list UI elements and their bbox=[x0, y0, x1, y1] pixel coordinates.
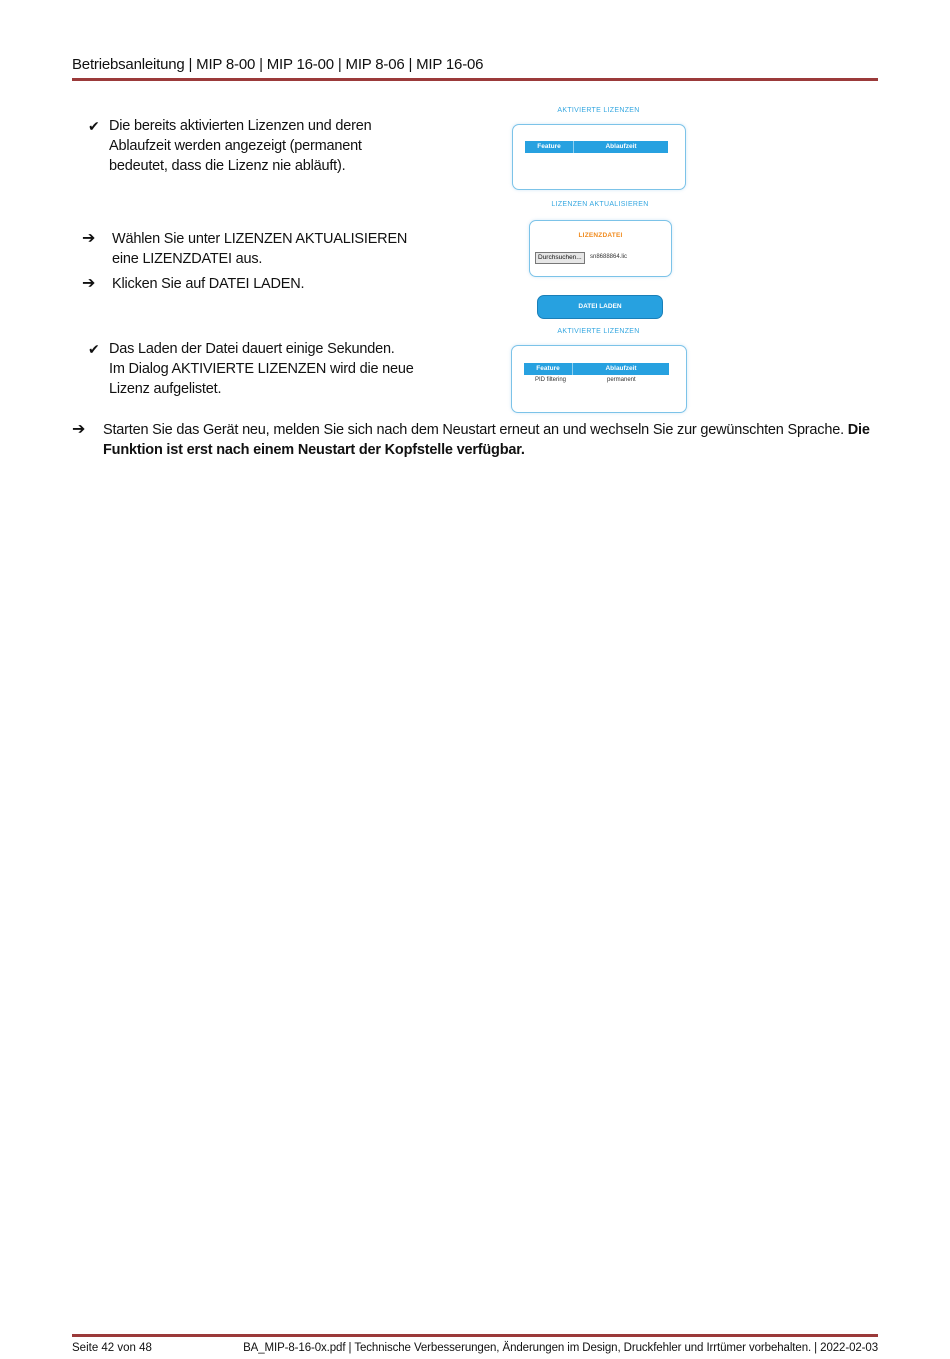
active-licenses-box bbox=[512, 124, 686, 190]
license-file-label: LIZENZDATEI bbox=[578, 232, 623, 239]
footer-note: BA_MIP-8-16-0x.pdf | Technische Verbesserungen, Änderungen im Design, Druckfehler und Irrtümer vorbehalten. | 2022-02-03 bbox=[243, 1342, 878, 1354]
arrow-right-icon: ➔ bbox=[82, 275, 96, 292]
arrow-right-icon: ➔ bbox=[82, 230, 96, 247]
panel-title: AKTIVIERTE LIZENZEN bbox=[557, 107, 640, 114]
table-header bbox=[525, 141, 668, 153]
column-header-expiry: Ablaufzeit bbox=[605, 365, 637, 372]
panel-title: AKTIVIERTE LIZENZEN bbox=[557, 328, 640, 335]
page-header: Betriebsanleitung | MIP 8-00 | MIP 16-00 | MIP 8-06 | MIP 16-06 bbox=[72, 56, 484, 73]
arrow-right-icon: ➔ bbox=[72, 421, 86, 438]
text-line: Ablaufzeit werden angezeigt (permanent bbox=[109, 138, 362, 154]
checkmark-icon: ✔ bbox=[88, 118, 100, 134]
table-header bbox=[524, 363, 669, 375]
checkmark-icon: ✔ bbox=[88, 341, 100, 357]
page-number: Seite 42 von 48 bbox=[72, 1342, 152, 1354]
text-line: eine LIZENZDATEI aus. bbox=[112, 251, 263, 267]
table-row bbox=[535, 377, 669, 383]
panel-title: LIZENZEN AKTUALISIEREN bbox=[551, 201, 649, 208]
load-file-button[interactable]: DATEI LADEN bbox=[537, 295, 663, 319]
cell-expiry: permanent bbox=[607, 377, 636, 383]
footer-rule bbox=[72, 1334, 878, 1337]
text-line: Klicken Sie auf DATEI LADEN. bbox=[112, 276, 305, 292]
active-licenses-box bbox=[511, 345, 687, 413]
column-header-expiry: Ablaufzeit bbox=[605, 143, 637, 150]
text-line: Das Laden der Datei dauert einige Sekunden. bbox=[109, 341, 395, 357]
column-header-feature: Feature bbox=[524, 363, 573, 375]
license-file-box bbox=[529, 220, 672, 277]
text-line: bedeutet, dass die Lizenz nie abläuft). bbox=[109, 158, 346, 174]
text-line: Die bereits aktivierten Lizenzen und deren bbox=[109, 118, 372, 134]
emphasis-text: Funktion ist erst nach einem Neustart der Kopfstelle verfügbar. bbox=[103, 442, 525, 458]
selected-file-name: sn8688864.lic bbox=[590, 254, 628, 260]
column-header-feature: Feature bbox=[525, 141, 574, 153]
text-line: Lizenz aufgelistet. bbox=[109, 381, 222, 397]
text-line: Wählen Sie unter LIZENZEN AKTUALISIEREN bbox=[112, 231, 408, 247]
text-line: Starten Sie das Gerät neu, melden Sie sich nach dem Neustart erneut an und wechseln Sie zur gewünschten Sprache. bbox=[103, 422, 844, 438]
header-rule bbox=[72, 78, 878, 81]
emphasis-text: Die bbox=[847, 422, 870, 438]
cell-feature: PID filtering bbox=[535, 377, 567, 383]
browse-button[interactable]: Durchsuchen... bbox=[535, 252, 585, 264]
text-line: Im Dialog AKTIVIERTE LIZENZEN wird die neue bbox=[109, 361, 414, 377]
